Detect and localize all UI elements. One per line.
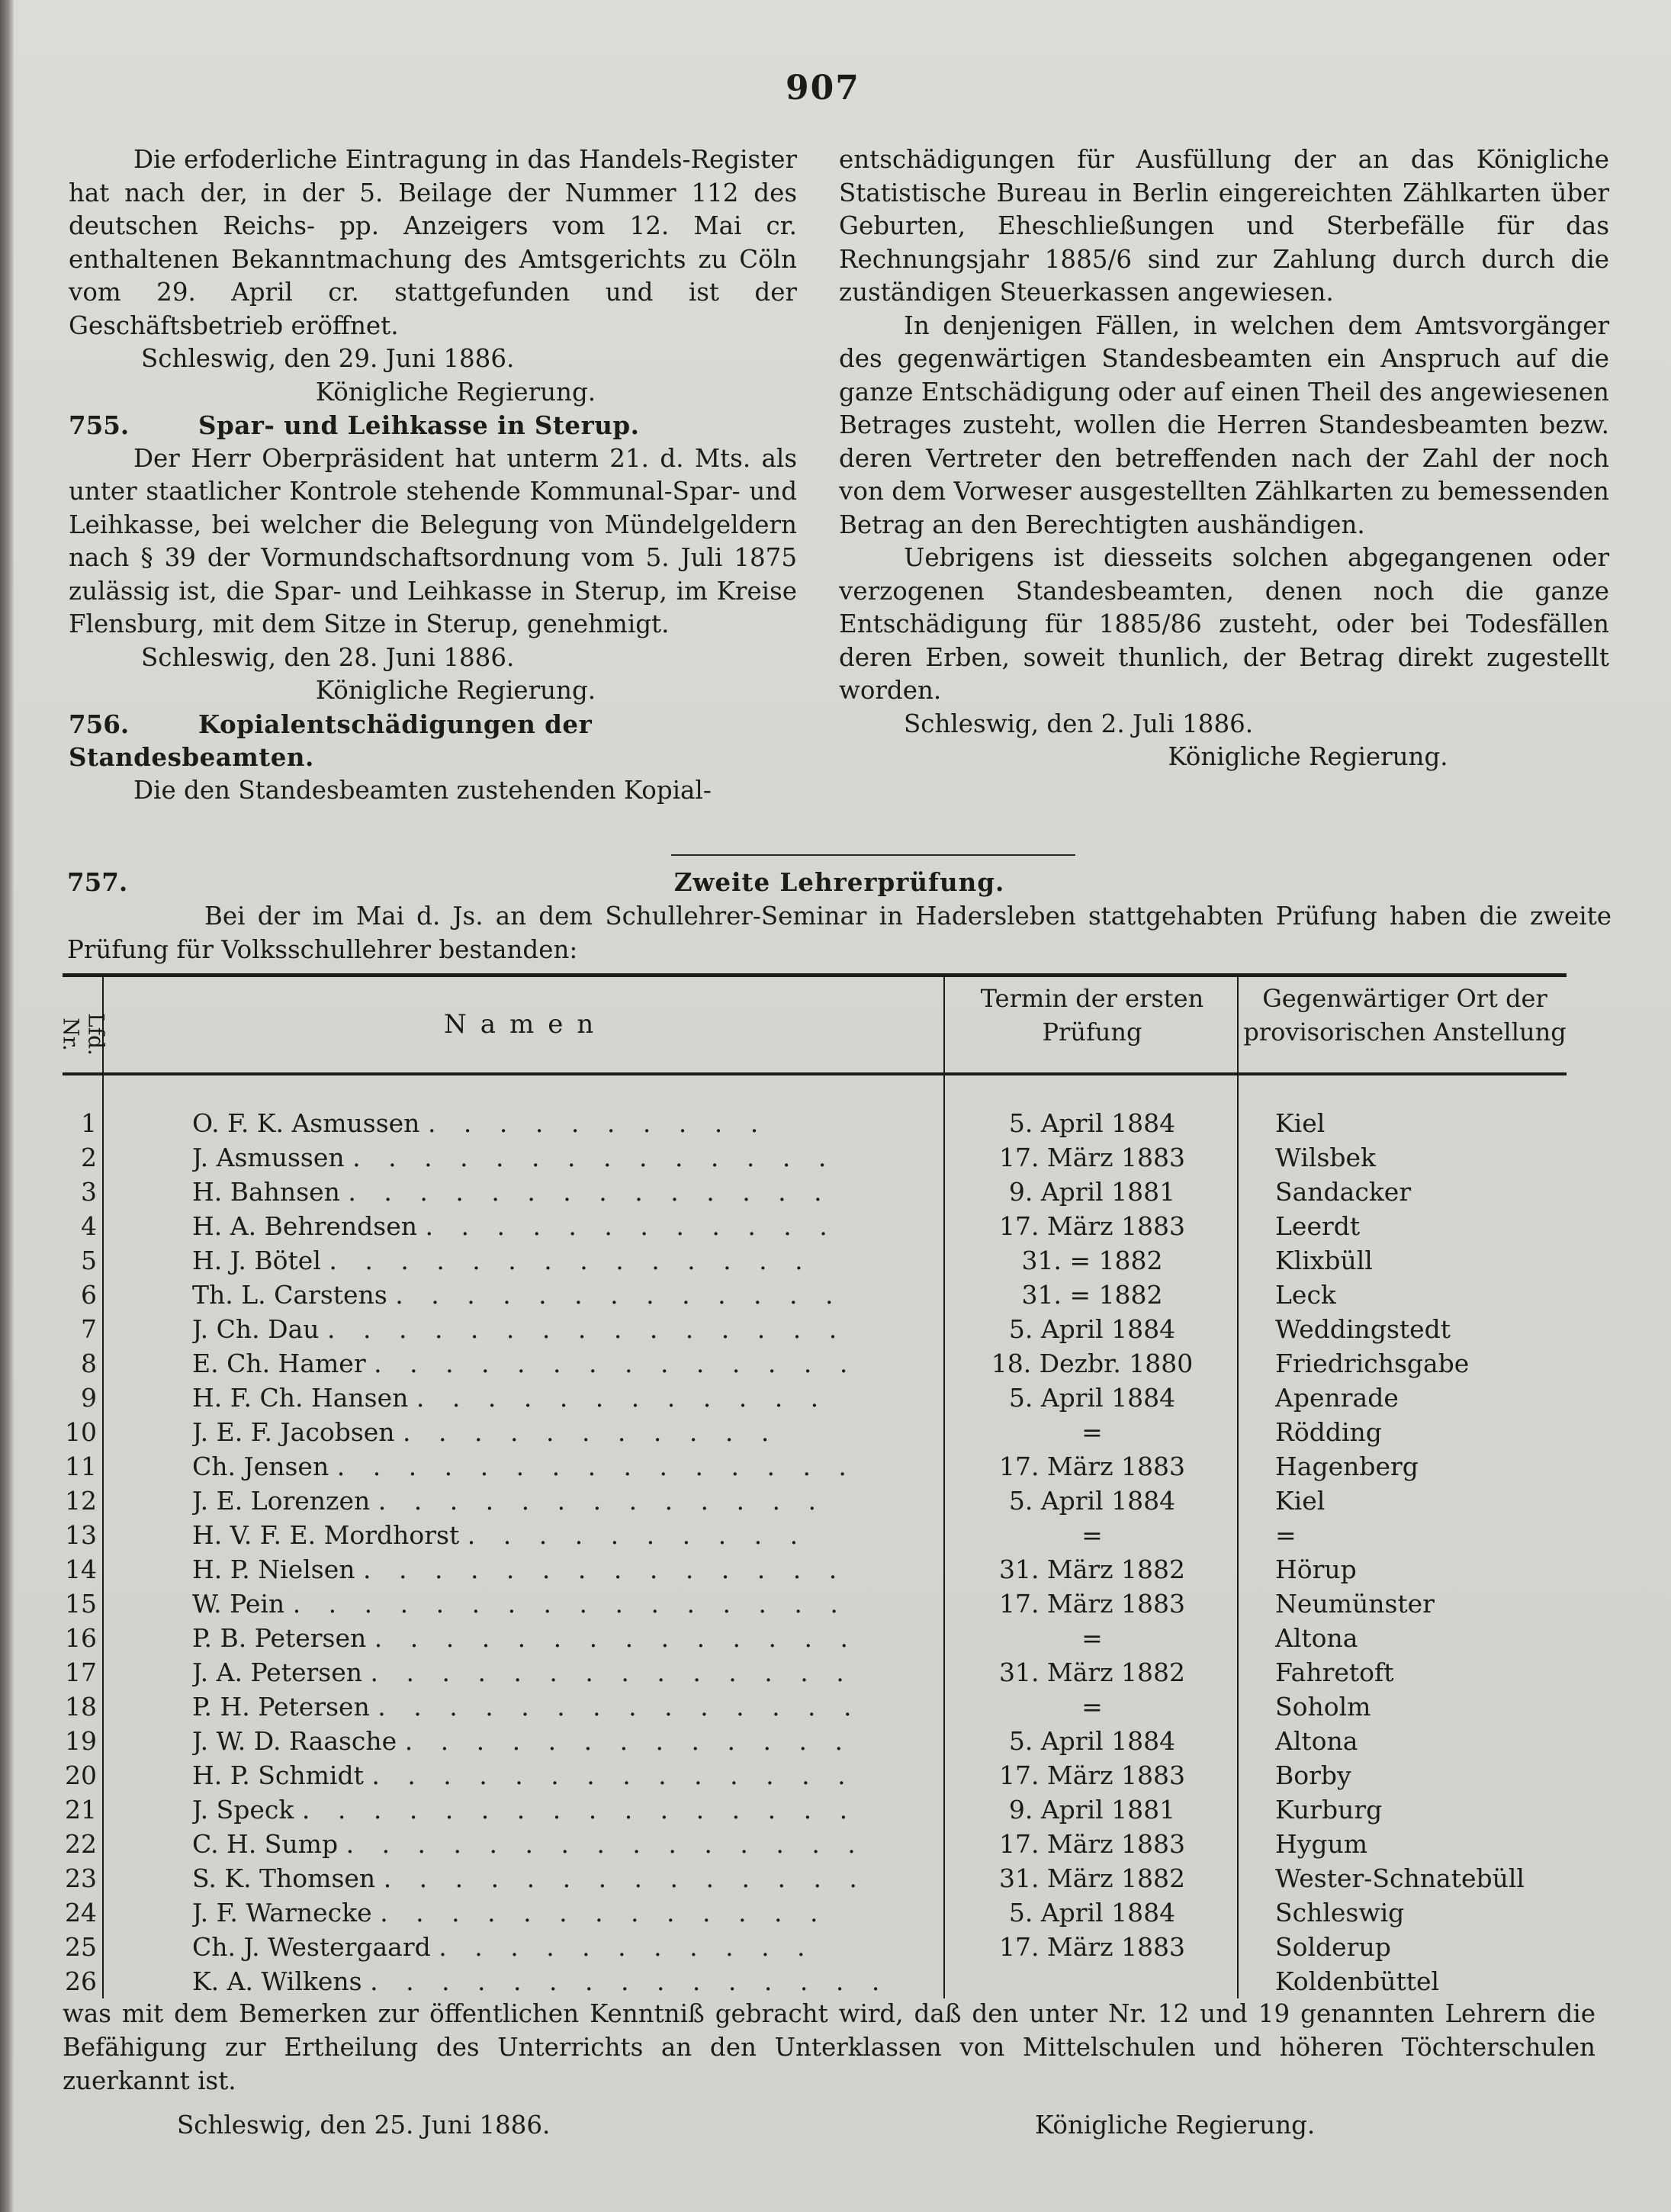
row-name: J. E. Lorenzen <box>192 1486 371 1516</box>
row-name-cell <box>192 1621 924 1655</box>
row-number: 2 <box>81 1143 97 1172</box>
row-leader-dots: . . . . . . . . . . . . . . <box>329 1246 813 1275</box>
row-leader-dots: . . . . . . . . . . . . . . <box>383 1863 867 1893</box>
table-row <box>63 1930 1567 1964</box>
row-exam-date: 5. April 1884 <box>1008 1314 1176 1344</box>
closing-text: was mit dem Bemerken zur öffentlichen Kenntniß gebracht wird, daß den unter Nr. 12 und 19 genannten Lehrern die Befähigung zur Ertheilung des Unterrichts an den Unterklassen von Mittelschulen und höheren Töchterschulen zuerkannt ist. <box>63 1999 1595 2095</box>
row-number: 12 <box>65 1486 97 1516</box>
right-paragraph-3: Uebrigens ist diesseits solchen abgegangenen oder verzogenen Standesbeamten, denen noch die ganze Entschädigung für 1885/86 zusteht, oder bei Todesfällen deren Erben, soweit thunlich, der Betrag direkt zugestellt worden. <box>839 543 1609 705</box>
table-header <box>58 977 1567 1072</box>
right-paragraph-1: entschädigungen für Ausfüllung der an das Königliche Statistische Bureau in Berlin eingereichten Zählkarten über Geburten, Eheschließungen und Sterbefälle für das Rechnungsjahr 1885/6 sind zur Zahlung durch durch die zuständigen Steuerkassen angewiesen. <box>839 145 1609 307</box>
row-leader-dots: . . . . . . . . . . . . . . . <box>370 1966 890 1996</box>
row-number: 9 <box>81 1383 97 1413</box>
row-name: H. Bahnsen <box>192 1177 340 1207</box>
table-row <box>63 1243 1567 1278</box>
header-nr: Lfd. Nr. <box>58 1013 109 1056</box>
section-756-title: Kopialentschädigungen der Standesbeamten. <box>69 709 593 772</box>
row-name: O. F. K. Asmussen <box>192 1108 420 1138</box>
row-leader-dots: . . . . . . . . . . . . . . <box>374 1623 858 1653</box>
row-name-cell <box>192 1792 924 1827</box>
row-name: J. Asmussen <box>192 1143 345 1172</box>
left-authority-2: Königliche Regierung. <box>315 676 596 705</box>
row-name: J. A. Petersen <box>192 1657 362 1687</box>
table-row <box>63 1449 1567 1484</box>
row-number: 5 <box>81 1246 97 1275</box>
table-row <box>63 1209 1567 1243</box>
row-name-cell <box>192 1964 924 1998</box>
table-row <box>63 1895 1567 1930</box>
row-name-cell <box>192 1278 924 1312</box>
row-number: 15 <box>65 1589 97 1619</box>
row-name-cell <box>192 1827 924 1861</box>
table-row <box>63 1175 1567 1209</box>
table-row <box>63 1140 1567 1175</box>
closing-signature-line <box>63 2108 1595 2146</box>
row-name: H. V. F. E. Mordhorst <box>192 1520 460 1550</box>
section-756-number: 756. <box>69 709 130 739</box>
row-number: 25 <box>65 1932 97 1962</box>
row-leader-dots: . . . . . . . . . . . . . <box>378 1486 826 1516</box>
row-exam-date: 17. März 1883 <box>998 1589 1186 1619</box>
table-row <box>63 1106 1567 1140</box>
row-name: J. Ch. Dau <box>192 1314 320 1344</box>
row-exam-date: 31. März 1882 <box>998 1657 1186 1687</box>
table-header-rule <box>63 1072 1567 1075</box>
row-place: Hygum <box>1275 1829 1368 1859</box>
row-number: 8 <box>81 1349 97 1378</box>
row-name-cell <box>192 1861 924 1895</box>
section-757 <box>67 866 1612 966</box>
row-leader-dots: . . . . . . . . . . . . . . <box>371 1760 856 1790</box>
row-name-cell <box>192 1175 924 1209</box>
row-name: H. J. Bötel <box>192 1246 321 1275</box>
row-name: P. H. Petersen <box>192 1692 370 1722</box>
row-exam-date: 9. April 1881 <box>1008 1177 1176 1207</box>
row-place: Neumünster <box>1275 1589 1435 1619</box>
section-757-intro: Bei der im Mai d. Js. an dem Schullehrer-Seminar in Hadersleben stattgehabten Prüfung haben die zweite Prüfung für Volksschullehrer bestanden: <box>67 902 1612 964</box>
row-exam-date: 18. Dezbr. 1880 <box>991 1349 1194 1378</box>
row-place: Wilsbek <box>1275 1143 1377 1172</box>
row-place: Klixbüll <box>1275 1246 1373 1275</box>
row-place: Altona <box>1275 1726 1358 1756</box>
table-row <box>63 1415 1567 1449</box>
closing-authority: Königliche Regierung. <box>1035 2111 1316 2140</box>
row-name: H. A. Behrendsen <box>192 1211 418 1241</box>
table-row <box>63 1861 1567 1895</box>
row-name: W. Pein <box>192 1589 285 1619</box>
row-name: E. Ch. Hamer <box>192 1349 366 1378</box>
table-row <box>63 1792 1567 1827</box>
section-757-number: 757. <box>67 867 128 897</box>
row-name-cell <box>192 1140 924 1175</box>
header-divider <box>1237 977 1239 1072</box>
row-leader-dots: . . . . . . . . . . . . . <box>404 1726 853 1756</box>
row-name: K. A. Wilkens <box>192 1966 362 1996</box>
row-leader-dots: . . . . . . . . . . . . . <box>380 1898 828 1927</box>
section-755-number: 755. <box>69 410 130 440</box>
row-number: 26 <box>65 1966 97 1996</box>
table-row <box>63 1587 1567 1621</box>
row-exam-date: 17. März 1883 <box>998 1452 1186 1481</box>
row-name-cell <box>192 1243 924 1278</box>
row-number: 20 <box>65 1760 97 1790</box>
results-table <box>58 973 1567 1998</box>
table-row <box>63 1621 1567 1655</box>
row-name: J. E. F. Jacobsen <box>192 1417 395 1447</box>
closing-place-date: Schleswig, den 25. Juni 1886. <box>177 2111 551 2140</box>
row-leader-dots: . . . . . . . . . . . <box>403 1417 779 1447</box>
row-number: 23 <box>65 1863 97 1893</box>
row-number: 6 <box>81 1280 97 1310</box>
row-exam-date: 17. März 1883 <box>998 1932 1186 1962</box>
row-leader-dots: . . . . . . . . . . . . . . . . <box>292 1589 848 1619</box>
row-place: Borby <box>1275 1760 1351 1790</box>
row-exam-date: = <box>1081 1623 1103 1653</box>
row-name: P. B. Petersen <box>192 1623 367 1653</box>
row-place: Rödding <box>1275 1417 1382 1447</box>
row-name-cell <box>192 1209 924 1243</box>
row-exam-date: 5. April 1884 <box>1008 1383 1176 1413</box>
row-number: 22 <box>65 1829 97 1859</box>
row-name-cell <box>192 1758 924 1792</box>
row-place: Hagenberg <box>1275 1452 1419 1481</box>
row-place: Schleswig <box>1275 1898 1405 1927</box>
header-termin: Termin der ersten Prüfung <box>980 984 1204 1047</box>
row-place: = <box>1275 1520 1297 1550</box>
row-name-cell <box>192 1518 924 1552</box>
row-number: 24 <box>65 1898 97 1927</box>
section-755-title: Spar- und Leihkasse in Sterup. <box>198 410 640 440</box>
row-name: J. F. Warnecke <box>192 1898 372 1927</box>
row-name-cell <box>192 1724 924 1758</box>
section-756-body: Die den Standesbeamten zustehenden Kopial- <box>133 775 712 805</box>
row-exam-date: 5. April 1884 <box>1008 1726 1176 1756</box>
row-name-cell <box>192 1346 924 1381</box>
section-755-body: Der Herr Oberpräsident hat unterm 21. d. Mts. als unter staatlicher Kontrole stehende Kommunal-Spar- und Leihkasse, bei welcher die Belegung von Mündelgeldern nach § 39 der Vormundschaftsordnung vom 5. Juli 1875 zulässig ist, die Spar- und Leihkasse in Sterup, im Kreise Flensburg, mit dem Sitze in Sterup, genehmigt. <box>69 443 797 638</box>
row-leader-dots: . . . . . . . . . . . . . . <box>378 1692 862 1722</box>
row-number: 21 <box>65 1795 97 1825</box>
table-row <box>63 1518 1567 1552</box>
row-name: J. Speck <box>192 1795 294 1825</box>
closing-block <box>63 1997 1595 2146</box>
section-755-heading <box>69 409 797 442</box>
row-place: Leck <box>1275 1280 1336 1310</box>
table-row <box>63 1724 1567 1758</box>
row-place: Sandacker <box>1275 1177 1412 1207</box>
table-row <box>63 1484 1567 1518</box>
table-body <box>63 1106 1567 1998</box>
page-number: 907 <box>786 69 860 108</box>
row-leader-dots: . . . . . . . . . . . . . . <box>348 1177 832 1207</box>
row-exam-date: 5. April 1884 <box>1008 1108 1176 1138</box>
section-756-heading <box>69 708 797 774</box>
row-leader-dots: . . . . . . . . . . . . . . <box>370 1657 854 1687</box>
row-name-cell <box>192 1312 924 1346</box>
row-exam-date: 5. April 1884 <box>1008 1486 1176 1516</box>
row-number: 11 <box>65 1452 97 1481</box>
header-divider <box>943 977 945 1072</box>
row-place: Hörup <box>1275 1555 1357 1584</box>
row-leader-dots: . . . . . . . . . . . . . . <box>352 1143 837 1172</box>
row-name: J. W. D. Raasche <box>192 1726 397 1756</box>
row-exam-date: 17. März 1883 <box>998 1143 1186 1172</box>
row-name: Th. L. Carstens <box>192 1280 387 1310</box>
row-number: 17 <box>65 1657 97 1687</box>
row-exam-date: 31. = 1882 <box>1021 1280 1163 1310</box>
row-name: H. F. Ch. Hansen <box>192 1383 409 1413</box>
row-number: 3 <box>81 1177 97 1207</box>
row-exam-date: = <box>1081 1520 1103 1550</box>
row-number: 13 <box>65 1520 97 1550</box>
row-place: Friedrichsgabe <box>1275 1349 1470 1378</box>
header-name: Namen <box>444 1009 608 1040</box>
row-place: Wester-Schnatebüll <box>1275 1863 1525 1893</box>
table-row <box>63 1690 1567 1724</box>
row-leader-dots: . . . . . . . . . . . . . <box>395 1280 844 1310</box>
table-row <box>63 1312 1567 1346</box>
row-number: 14 <box>65 1555 97 1584</box>
row-name-cell <box>192 1655 924 1690</box>
row-name-cell <box>192 1930 924 1964</box>
row-number: 19 <box>65 1726 97 1756</box>
right-authority: Königliche Regierung. <box>1168 742 1448 771</box>
row-exam-date: 17. März 1883 <box>998 1760 1186 1790</box>
row-leader-dots: . . . . . . . . . . <box>427 1108 769 1138</box>
row-leader-dots: . . . . . . . . . . . . . . . <box>345 1829 866 1859</box>
row-exam-date: 31. März 1882 <box>998 1555 1186 1584</box>
row-leader-dots: . . . . . . . . . . <box>467 1520 808 1550</box>
page-edge-shadow <box>0 0 14 2212</box>
row-name-cell <box>192 1587 924 1621</box>
row-name: H. P. Schmidt <box>192 1760 364 1790</box>
row-number: 4 <box>81 1211 97 1241</box>
row-leader-dots: . . . . . . . . . . . . . . . . <box>301 1795 858 1825</box>
row-place: Soholm <box>1275 1692 1371 1722</box>
row-name-cell <box>192 1415 924 1449</box>
section-divider <box>671 854 1075 856</box>
right-column <box>839 143 1609 774</box>
row-place: Kurburg <box>1275 1795 1383 1825</box>
row-place: Solderup <box>1275 1932 1391 1962</box>
row-number: 1 <box>81 1108 97 1138</box>
left-column <box>69 143 797 807</box>
row-leader-dots: . . . . . . . . . . . . . . <box>363 1555 847 1584</box>
row-place: Fahretoft <box>1275 1657 1394 1687</box>
row-name: C. H. Sump <box>192 1829 339 1859</box>
section-757-title: Zweite Lehrerprüfung. <box>673 867 1005 897</box>
row-place: Leerdt <box>1275 1211 1361 1241</box>
row-leader-dots: . . . . . . . . . . . . . . . <box>336 1452 856 1481</box>
row-leader-dots: . . . . . . . . . . . . <box>416 1383 829 1413</box>
table-row <box>63 1964 1567 1998</box>
row-name-cell <box>192 1690 924 1724</box>
left-authority-1: Königliche Regierung. <box>315 377 596 407</box>
row-leader-dots: . . . . . . . . . . . . . . . <box>327 1314 847 1344</box>
table-row <box>63 1278 1567 1312</box>
row-exam-date: 5. April 1884 <box>1008 1898 1176 1927</box>
table-row <box>63 1346 1567 1381</box>
row-name: Ch. Jensen <box>192 1452 329 1481</box>
row-number: 7 <box>81 1314 97 1344</box>
row-exam-date: 17. März 1883 <box>998 1829 1186 1859</box>
row-exam-date: = <box>1081 1417 1103 1447</box>
table-row <box>63 1552 1567 1587</box>
row-leader-dots: . . . . . . . . . . . . . . <box>374 1349 858 1378</box>
left-paragraph-1: Die erfoderliche Eintragung in das Handels-Register hat nach der, in der 5. Beilage der Nummer 112 des deutschen Reichs- pp. Anzeigers vom 12. Mai cr. enthaltenen Bekanntmachung des Amtsgerichts zu Cöln vom 29. April cr. stattgefunden und ist der Geschäftsbetrieb eröffnet. <box>69 145 797 340</box>
row-place: Kiel <box>1275 1108 1326 1138</box>
header-ort: Gegenwärtiger Ort der provisorischen Anstellung <box>1243 984 1567 1047</box>
row-name: Ch. J. Westergaard <box>192 1932 431 1962</box>
row-leader-dots: . . . . . . . . . . . <box>439 1932 815 1962</box>
table-row <box>63 1758 1567 1792</box>
right-paragraph-2: In denjenigen Fällen, in welchen dem Amtsvorgänger des gegenwärtigen Standesbeamten ein Anspruch auf die ganze Entschädigung oder auf einen Theil des angewiesenen Betrages zusteht, wollen die Herren Standesbeamten bezw. deren Vertreter den betreffenden nach der Zahl der noch von dem Vorweser ausgestellten Zählkarten zu bemessenden Betrag an den Berechtigten aushändigen. <box>839 310 1609 539</box>
row-number: 18 <box>65 1692 97 1722</box>
row-leader-dots: . . . . . . . . . . . . <box>425 1211 837 1241</box>
row-exam-date: 31. = 1882 <box>1021 1246 1163 1275</box>
table-row <box>63 1655 1567 1690</box>
row-name-cell <box>192 1484 924 1518</box>
row-place: Weddingstedt <box>1275 1314 1451 1344</box>
row-name-cell <box>192 1895 924 1930</box>
row-place: Altona <box>1275 1623 1358 1653</box>
left-place-date-1: Schleswig, den 29. Juni 1886. <box>141 344 515 373</box>
table-row <box>63 1827 1567 1861</box>
row-name-cell <box>192 1381 924 1415</box>
row-name-cell <box>192 1106 924 1140</box>
row-place: Koldenbüttel <box>1275 1966 1440 1996</box>
row-name: H. P. Nielsen <box>192 1555 355 1584</box>
row-name-cell <box>192 1552 924 1587</box>
row-place: Apenrade <box>1275 1383 1399 1413</box>
row-place: Kiel <box>1275 1486 1326 1516</box>
left-place-date-2: Schleswig, den 28. Juni 1886. <box>141 642 515 672</box>
table-row <box>63 1381 1567 1415</box>
row-number: 10 <box>65 1417 97 1447</box>
row-exam-date: = <box>1081 1692 1103 1722</box>
row-exam-date: 31. März 1882 <box>998 1863 1186 1893</box>
right-place-date: Schleswig, den 2. Juli 1886. <box>904 709 1254 738</box>
row-number: 16 <box>65 1623 97 1653</box>
row-exam-date: 9. April 1881 <box>1008 1795 1176 1825</box>
row-name-cell <box>192 1449 924 1484</box>
row-name: S. K. Thomsen <box>192 1863 376 1893</box>
row-exam-date: 17. März 1883 <box>998 1211 1186 1241</box>
